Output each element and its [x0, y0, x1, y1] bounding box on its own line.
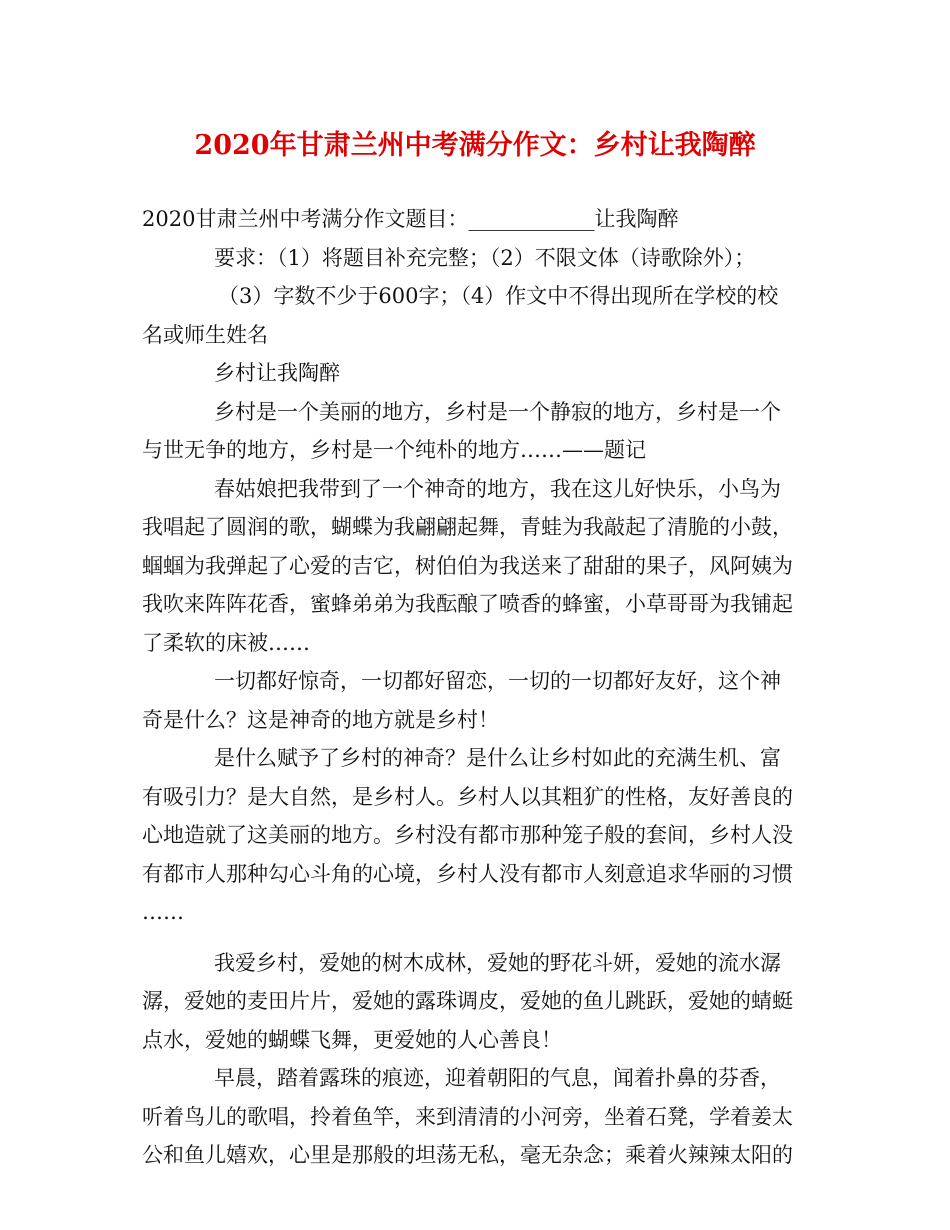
paragraph-4-line-2: 有吸引力？是大自然，是乡村人。乡村人以其粗犷的性格，友好善良的 — [142, 784, 793, 809]
paragraph-6-line-2: 听着鸟儿的歌唱，拎着鱼竿，来到清清的小河旁，坐着石凳，学着姜太 — [142, 1104, 793, 1129]
paragraph-4-line-5: …… — [142, 900, 184, 924]
paragraph-2-line-2: 我唱起了圆润的歌，蝴蝶为我翩翩起舞，青蛙为我敲起了清脆的小鼓， — [142, 515, 793, 539]
paragraph-2-line-5: 了柔软的床被…… — [142, 630, 310, 655]
paragraph-4-line-3: 心地造就了这美丽的地方。乡村没有都市那种笼子般的套间，乡村人没 — [142, 823, 793, 847]
requirements-line-2: （3）字数不少于600字；（4）作文中不得出现所在学校的校 — [218, 284, 779, 308]
essay-heading: 乡村让我陶醉 — [214, 361, 340, 385]
paragraph-6-line-1: 早晨，踏着露珠的痕迹，迎着朝阳的气息，闻着扑鼻的芬香， — [214, 1066, 781, 1090]
paragraph-3-line-2: 奇是什么？这是神奇的地方就是乡村！ — [142, 707, 499, 732]
paragraph-5-line-2: 潺，爱她的麦田片片，爱她的露珠调皮，爱她的鱼儿跳跃，爱她的蜻蜓 — [142, 989, 793, 1013]
paragraph-2-line-4: 我吹来阵阵花香，蜜蜂弟弟为我酝酿了喷香的蜂蜜，小草哥哥为我铺起 — [142, 592, 793, 616]
paragraph-2-line-3: 蝈蝈为我弹起了心爱的吉它，树伯伯为我送来了甜甜的果子，风阿姨为 — [142, 553, 793, 578]
paragraph-4-line-1: 是什么赋予了乡村的神奇？是什么让乡村如此的充满生机、富 — [214, 746, 781, 770]
document-body — [142, 200, 814, 1175]
paragraph-1-line-1: 乡村是一个美丽的地方，乡村是一个静寂的地方，乡村是一个 — [214, 399, 781, 424]
paragraph-3-line-1: 一切都好惊奇，一切都好留恋，一切的一切都好友好，这个神 — [214, 669, 781, 693]
paragraph-gap — [142, 932, 814, 944]
paragraph-1-line-2: 与世无争的地方，乡村是一个纯朴的地方……——题记 — [142, 438, 646, 462]
document-title: 2020年甘肃兰州中考满分作文：乡村让我陶醉 — [194, 130, 756, 161]
essay-topic-line: 2020甘肃兰州中考满分作文题目：____________让我陶醉 — [142, 207, 679, 231]
paragraph-5-line-1: 我爱乡村，爱她的树木成林，爱她的野花斗妍，爱她的流水潺 — [214, 950, 781, 975]
paragraph-5-line-3: 点水，爱她的蝴蝶飞舞，更爱她的人心善良！ — [142, 1027, 562, 1052]
paragraph-2-line-1: 春姑娘把我带到了一个神奇的地方，我在这儿好快乐，小鸟为 — [214, 476, 781, 501]
paragraph-6-line-3: 公和鱼儿嬉欢，心里是那般的坦荡无私，毫无杂念；乘着火辣辣太阳的 — [142, 1143, 793, 1167]
paragraph-4-line-4: 有都市人那种勾心斗角的心境，乡村人没有都市人刻意追求华丽的习惯 — [142, 861, 793, 886]
requirements-line-3: 名或师生姓名 — [142, 322, 268, 347]
requirements-line-1: 要求：（1）将题目补充完整；（2）不限文体（诗歌除外）； — [214, 245, 756, 270]
